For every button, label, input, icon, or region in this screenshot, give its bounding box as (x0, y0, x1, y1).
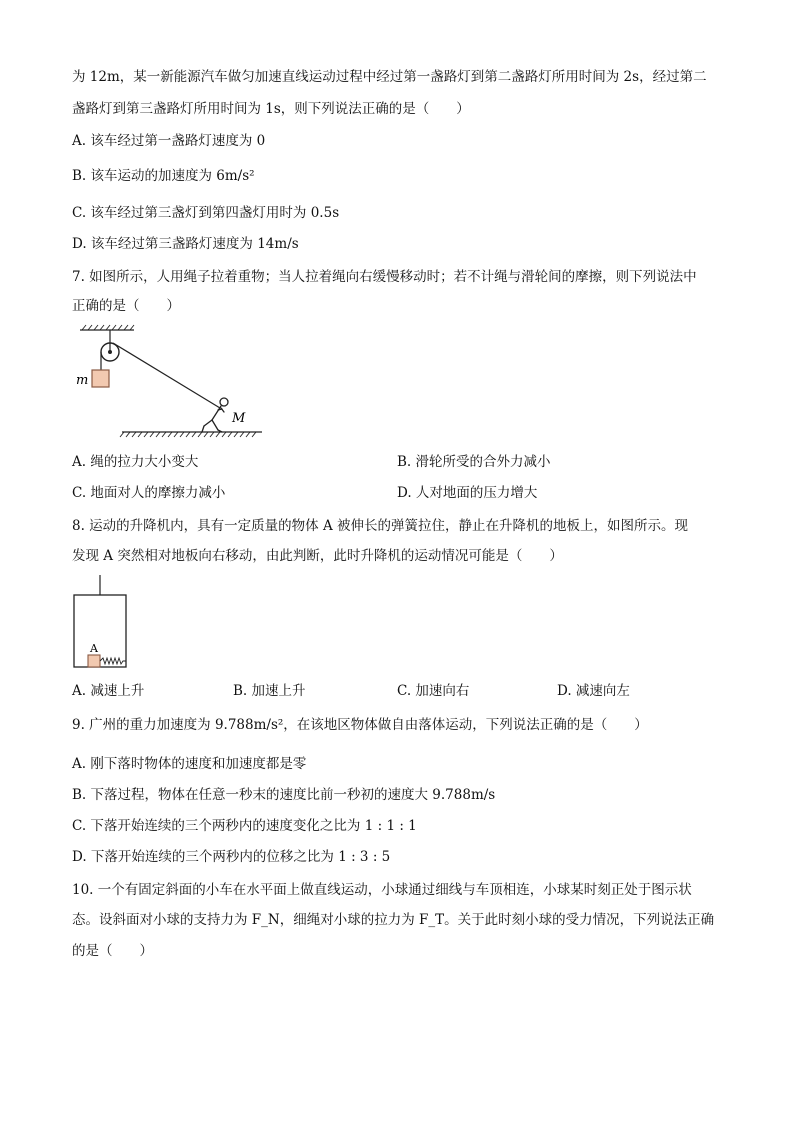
q10-stem-line1: 10. 一个有固定斜面的小车在水平面上做直线运动，小球通过细线与车顶相连，小球某时刻正处于图示状 (72, 882, 692, 898)
q6-option-a: A. 该车经过第一盏路灯速度为 0 (72, 133, 266, 149)
q7-pulley-figure (72, 322, 272, 442)
q9-stem: 9. 广州的重力加速度为 9.788m/s²，在该地区物体做自由落体运动，下列说法正确的是（ ） (72, 717, 648, 733)
block-a-label: A (90, 642, 98, 655)
q8-option-c: C. 加速向右 (397, 683, 470, 699)
q8-stem-line1: 8. 运动的升降机内，具有一定质量的物体 A 被伸长的弹簧拉住，静止在升降机的地板上，如图所示。现 (72, 518, 689, 534)
hanging-mass (92, 370, 109, 387)
q6-option-c: C. 该车经过第三盏灯到第四盏灯用时为 0.5s (72, 205, 340, 221)
q6-stem-line1: 为 12m，某一新能源汽车做匀加速直线运动过程中经过第一盏路灯到第二盏路灯所用时间为 2s，经过第二 (72, 69, 707, 85)
q10-stem-line3: 的是（ ） (72, 943, 153, 959)
q8-option-b: B. 加速上升 (233, 683, 306, 699)
q7-option-c: C. 地面对人的摩擦力减小 (72, 485, 226, 501)
q7-stem-line1: 7. 如图所示，人用绳子拉着重物；当人拉着绳向右缓慢移动时；若不计绳与滑轮间的摩擦，则下列说法中 (72, 269, 697, 285)
q7-stem-line2: 正确的是（ ） (72, 298, 180, 314)
q9-option-c: C. 下落开始连续的三个两秒内的速度变化之比为 1 : 1 : 1 (72, 818, 417, 834)
q6-stem-line2: 盏路灯到第三盏路灯所用时间为 1s，则下列说法正确的是（ ） (72, 101, 470, 117)
q8-stem-line2: 发现 A 突然相对地板向右移动，由此判断，此时升降机的运动情况可能是（ ） (72, 548, 563, 564)
q6-option-b: B. 该车运动的加速度为 6m/s² (72, 168, 255, 184)
q6-option-d: D. 该车经过第三盏路灯速度为 14m/s (72, 236, 299, 252)
q9-option-a: A. 刚下落时物体的速度和加速度都是零 (72, 756, 307, 772)
q9-option-b: B. 下落过程，物体在任意一秒末的速度比前一秒初的速度大 9.788m/s (72, 787, 496, 803)
block-a (88, 655, 100, 667)
q7-option-a: A. 绳的拉力大小变大 (72, 454, 199, 470)
pulley-axle (108, 350, 112, 354)
q8-option-a: A. 减速上升 (72, 683, 145, 699)
mass-label: m (76, 373, 89, 388)
q10-stem-line2: 态。设斜面对小球的支持力为 F_N，细绳对小球的拉力为 F_T。关于此时刻小球的受力情况，下列说法正确 (72, 912, 715, 928)
q8-elevator-figure (70, 575, 134, 670)
ground-hatch (120, 432, 256, 437)
person-label: M (232, 411, 246, 426)
spring (100, 658, 126, 664)
q8-option-d: D. 减速向左 (557, 683, 630, 699)
q9-option-d: D. 下落开始连续的三个两秒内的位移之比为 1 : 3 : 5 (72, 849, 391, 865)
q7-option-d: D. 人对地面的压力增大 (397, 485, 538, 501)
person-figure (202, 398, 228, 432)
ceiling-hatch (82, 325, 134, 330)
q7-option-b: B. 滑轮所受的合外力减小 (397, 454, 551, 470)
rope-slanted (113, 343, 220, 408)
